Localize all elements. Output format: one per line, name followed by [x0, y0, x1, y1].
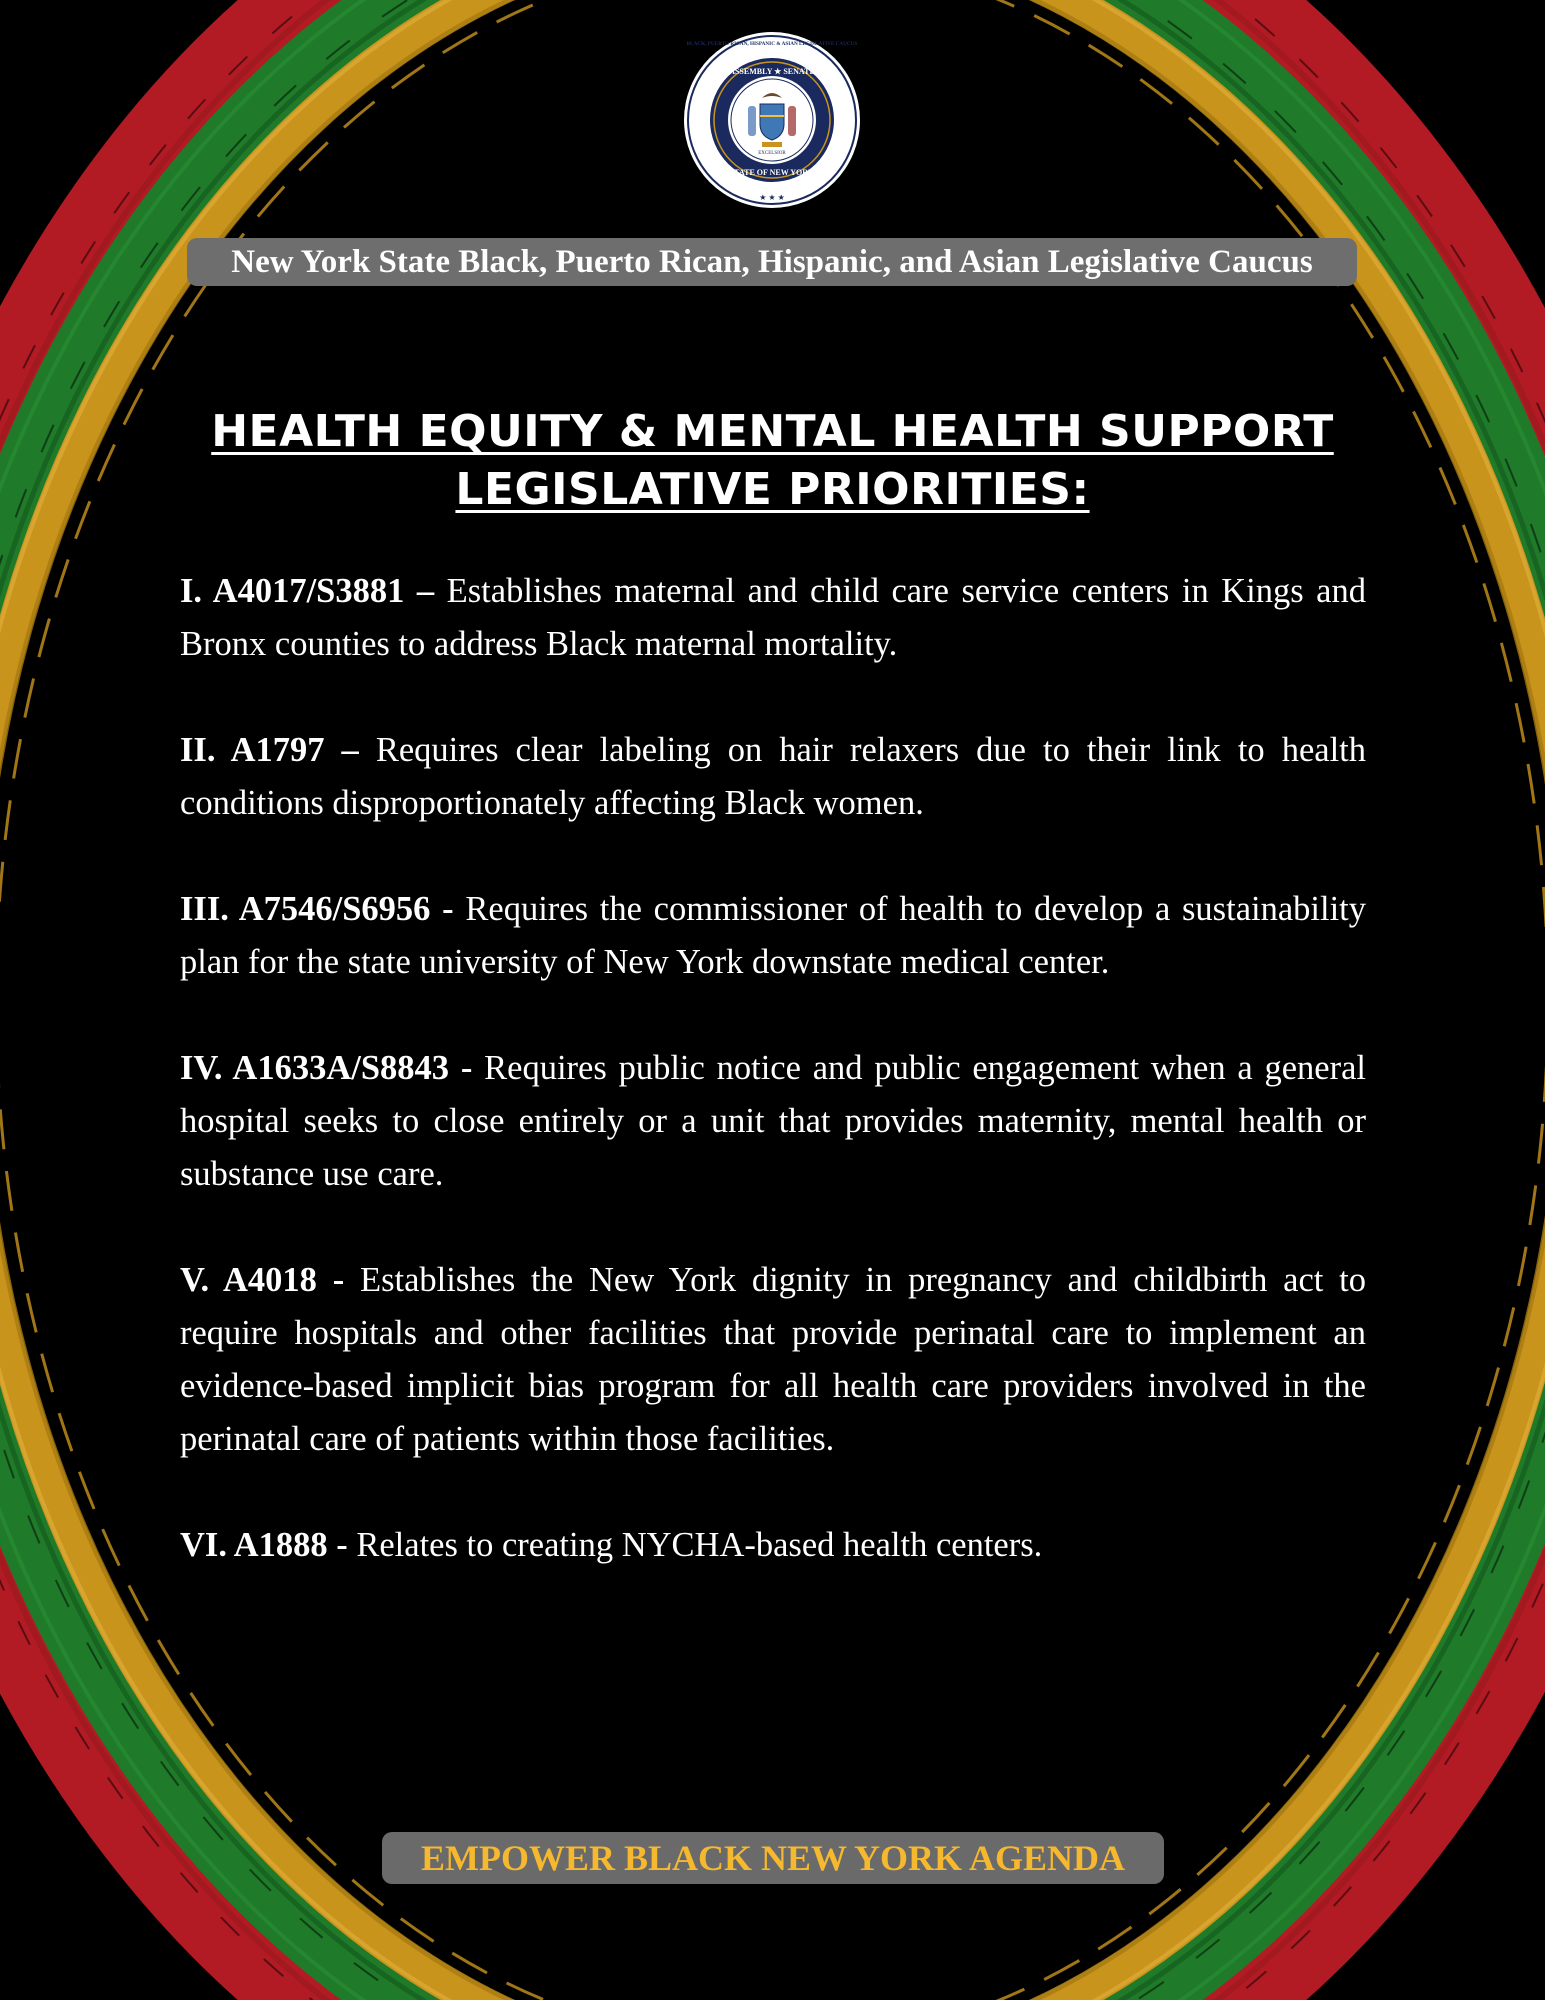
seal-figure-left	[748, 106, 756, 136]
priority-description: Establishes maternal and child care service centers in Kings and Bronx counties to address Black maternal mortality.	[180, 572, 1366, 663]
page-title-line-2: LEGISLATIVE PRIORITIES:	[455, 464, 1090, 515]
seal-shield	[760, 104, 784, 140]
page-title	[180, 403, 1365, 519]
priority-bill-number: VI. A1888 -	[180, 1526, 348, 1564]
priority-item	[180, 1519, 1366, 1572]
priority-bill-number: II. A1797 –	[180, 731, 359, 769]
priority-description: Requires clear labeling on hair relaxers due to their link to health conditions disproportionately affecting Black women.	[180, 731, 1367, 822]
seal-ring-text: BLACK, PUERTO RICAN, HISPANIC & ASIAN LEGISLATIVE CAUCUS	[686, 41, 858, 47]
caucus-name-banner: New York State Black, Puerto Rican, Hispanic, and Asian Legislative Caucus	[187, 238, 1357, 286]
seal-assembly-senate: ASSEMBLY ★ SENATE	[729, 67, 815, 76]
seal-figure-right	[788, 106, 796, 136]
page-title-line-1: HEALTH EQUITY & MENTAL HEALTH SUPPORT	[211, 406, 1334, 457]
priorities-list	[180, 565, 1366, 1625]
priority-description: Requires the commissioner of health to develop a sustainability plan for the state university of New York downstate medical center.	[180, 890, 1366, 981]
priority-description: Relates to creating NYCHA-based health centers.	[356, 1526, 1043, 1564]
priority-item	[180, 565, 1366, 671]
caucus-seal	[682, 30, 862, 210]
seal-motto: EXCELSIOR	[758, 151, 786, 156]
priority-item	[180, 1042, 1366, 1201]
priority-bill-number: III. A7546/S6956 -	[180, 890, 454, 928]
priority-description: Establishes the New York dignity in pregnancy and childbirth act to require hospitals and other facilities that provide perinatal care to implement an evidence-based implicit bias program for all health care providers involved in the perinatal care of patients within those facilities.	[180, 1261, 1367, 1458]
svg-text:★ ★ ★: ★ ★ ★	[759, 193, 785, 202]
seal-state-text: STATE OF NEW YORK	[729, 168, 815, 177]
priority-item	[180, 1254, 1366, 1466]
priority-description: Requires public notice and public engagement when a general hospital seeks to close entirely or a unit that provides maternity, mental health or substance use care.	[180, 1049, 1367, 1193]
agenda-banner: EMPOWER BLACK NEW YORK AGENDA	[382, 1832, 1164, 1884]
priority-bill-number: I. A4017/S3881 –	[180, 572, 435, 610]
priority-bill-number: V. A4018 -	[180, 1261, 345, 1299]
priority-item	[180, 883, 1366, 989]
priority-bill-number: IV. A1633A/S8843 -	[180, 1049, 473, 1087]
priority-item	[180, 724, 1366, 830]
